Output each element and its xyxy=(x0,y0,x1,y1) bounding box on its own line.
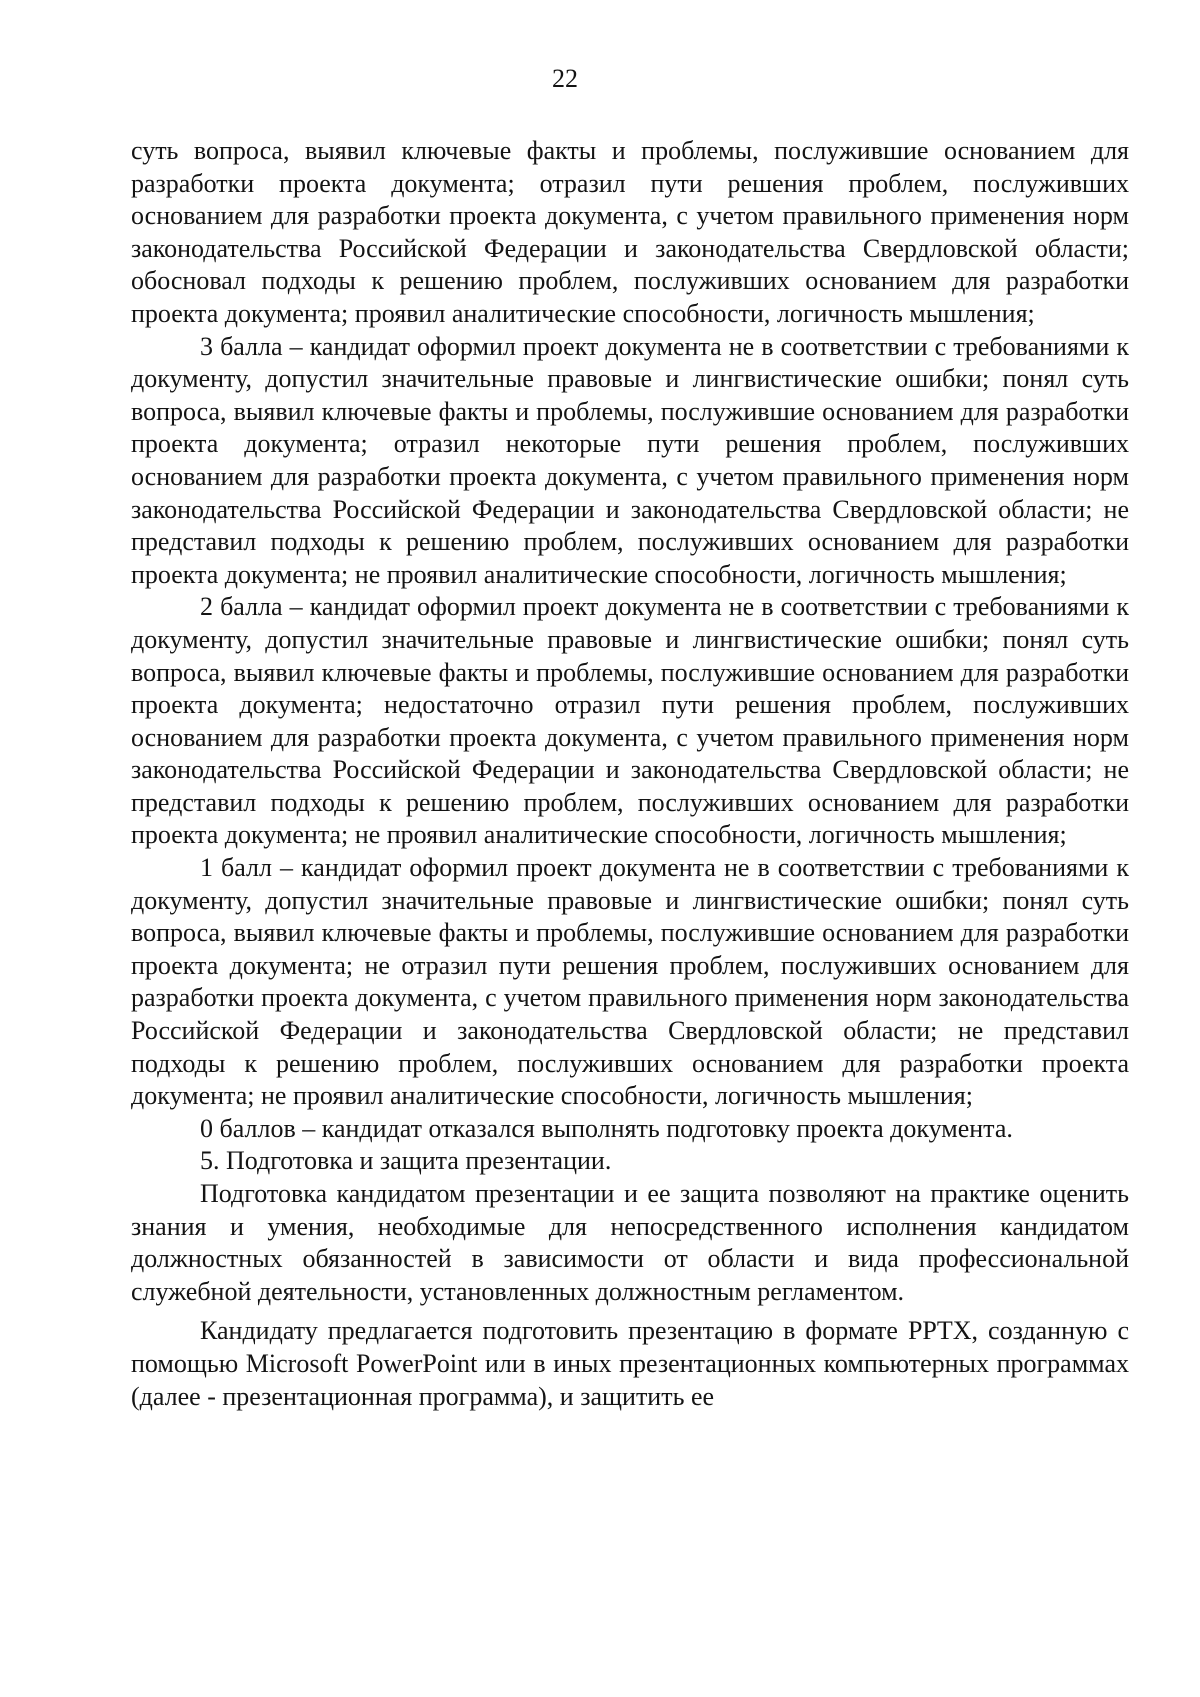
paragraph-presentation-format: Кандидату предлагается подготовить презентацию в формате PPTX, созданную с помощью Microsoft PowerPoint или в иных презентационных компьютерных программах (далее - презентационная программа), и защитить ее xyxy=(131,1316,1129,1411)
document-body xyxy=(131,135,1129,1413)
page-number: 22 xyxy=(552,64,578,93)
paragraph-score-1: 1 балл – кандидат оформил проект документа не в соответствии с требованиями к документу, допустил значительные правовые и лингвистические ошибки; понял суть вопроса, выявил ключевые факты и проблемы, послужившие основанием для разработки проекта документа; не отразил пути решения проблем, послуживших основанием для разработки проекта документа, с учетом правильного применения норм законодательства Российской Федерации и законодательства Свердловской области; не представил подходы к решению проблем, послуживших основанием для разработки проекта документа; не проявил аналитические способности, логичность мышления; xyxy=(131,853,1129,1111)
section-heading-presentation: 5. Подготовка и защита презентации. xyxy=(200,1146,612,1176)
paragraph-presentation-purpose: Подготовка кандидатом презентации и ее защита позволяют на практике оценить знания и умения, необходимые для непосредственного исполнения кандидатом должностных обязанностей в зависимости от области и вида профессиональной служебной деятельности, установленных должностным регламентом. xyxy=(131,1179,1129,1306)
paragraph-score-0: 0 баллов – кандидат отказался выполнять подготовку проекта документа. xyxy=(200,1113,1013,1143)
paragraph-score-2: 2 балла – кандидат оформил проект документа не в соответствии с требованиями к документу, допустил значительные правовые и лингвистические ошибки; понял суть вопроса, выявил ключевые факты и проблемы, послужившие основанием для разработки проекта документа; недостаточно отразил пути решения проблем, послуживших основанием для разработки проекта документа, с учетом правильного применения норм законодательства Российской Федерации и законодательства Свердловской области; не представил подходы к решению проблем, послуживших основанием для разработки проекта документа; не проявил аналитические способности, логичность мышления; xyxy=(131,592,1129,850)
paragraph-criteria-continuation: суть вопроса, выявил ключевые факты и проблемы, послужившие основанием для разработки проекта документа; отразил пути решения проблем, послуживших основанием для разработки проекта документа, с учетом правильного применения норм законодательства Российской Федерации и законодательства Свердловской области; обосновал подходы к решению проблем, послуживших основанием для разработки проекта документа; проявил аналитические способности, логичность мышления; xyxy=(131,136,1129,328)
paragraph-score-3: 3 балла – кандидат оформил проект документа не в соответствии с требованиями к документу, допустил значительные правовые и лингвистические ошибки; понял суть вопроса, выявил ключевые факты и проблемы, послужившие основанием для разработки проекта документа; отразил некоторые пути решения проблем, послуживших основанием для разработки проекта документа, с учетом правильного применения норм законодательства Российской Федерации и законодательства Свердловской области; не представил подходы к решению проблем, послуживших основанием для разработки проекта документа; не проявил аналитические способности, логичность мышления; xyxy=(131,331,1129,589)
